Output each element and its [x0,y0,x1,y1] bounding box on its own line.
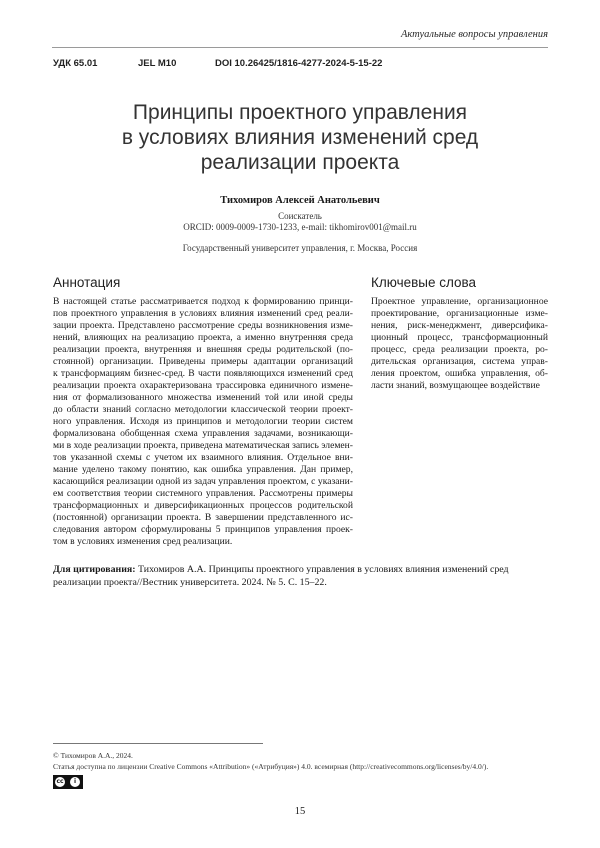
cc-by-icon[interactable] [53,775,83,789]
abstract-line: реализации проекта охарактеризована трассировка единичного измене- [53,380,353,391]
abstract-line: В настоящей статье рассматривается подход к формированию принци- [53,296,353,307]
abstract-line: реализации проекта, внутренняя и внешняя среды родительской (по- [53,344,353,355]
abstract-line: трансформационных и диверсификационных процессов родительской [53,500,353,511]
footnote-rule [53,743,263,744]
doi[interactable]: DOI 10.26425/1816-4277-2024-5-15-22 [215,58,383,69]
author-orcid-email[interactable]: ORCID: 0009-0009-1730-1233, e-mail: tikhomirov001@mail.ru [183,222,417,232]
keywords-line: ления проектом, ошибка управления, об- [371,368,548,379]
keywords-line: Проектное управление, организационное [371,296,548,307]
by-icon: i [70,777,80,787]
license-text[interactable]: Статья доступна по лицензии Creative Commons «Attribution» («Атрибуция») 4.0. всемирная (http://creativecommons.org/licenses/by/4.0/). [53,762,489,771]
keywords-line: ционный процесс, трансформационный [371,332,548,343]
page-number: 15 [294,806,306,817]
abstract-line: (постоянной) организации проекта. В завершении представленного ис- [53,512,353,523]
abstract-line: ния от формализованного множества изменений той или иной среды [53,392,353,403]
abstract-line: формализована обобщенная схема управления задачами, возникающи- [53,428,353,439]
abstract-line: ем соответствия теории системного управления. Рассмотрены примеры [53,488,353,499]
running-header: Актуальные вопросы управления [400,29,548,40]
jel-code: JEL M10 [138,58,177,69]
abstract-line: нений, влияющих на реализацию проекта, а именно внутренняя среда [53,332,353,343]
citation-block [53,563,548,589]
copyright: © Тихомиров А.А., 2024. [53,751,133,760]
article-title-line-2: в условиях влияния изменений сред [121,126,479,149]
author-name: Тихомиров Алексей Анатольевич [220,195,380,206]
abstract-line: ного управления. Исходя из принципов и методологии теории систем [53,416,353,427]
citation-text-2: реализации проекта//Вестник университета. 2024. № 5. С. 15–22. [53,577,327,588]
keywords-line: дительская организация, система управ- [371,356,548,367]
abstract-line: к трансформациям бизнес-сред. В части появляющихся изменений сред [53,368,353,379]
abstract-line: мание уделено такому понятию, как ошибка управления. Дан пример, [53,464,353,475]
keywords-line: нения, риск-менеджмент, диверсифика- [371,320,548,331]
keywords-line: ласти знаний, возмущающее воздействие [371,380,540,391]
abstract-line: пов проектного управления в условиях влияния изменений сред реали- [53,308,353,319]
abstract-line: до области знаний согласно методологии классической теории проект- [53,404,353,415]
keywords-line: процесс, среда реализации проекта, ро- [371,344,548,355]
abstract-line: ми в ходе реализации проекта, приведена математическая запись элемен- [53,440,353,451]
abstract-line: том в условиях изменения сред реализации. [53,536,233,547]
author-role: Соискатель [278,211,322,221]
abstract-line: стоянной) организации. Приведены примеры адаптации организаций [53,356,353,367]
author-affiliation: Государственный университет управления, г. Москва, Россия [182,243,418,253]
abstract-heading: Аннотация [53,275,121,290]
abstract-line: тов указанной схемы с учетом их взаимного влияния. Отдельное вни- [53,452,353,463]
abstract-line: следования автором сформулированы 5 принципов управления проек- [53,524,353,535]
keywords-line: проектирование, организационные изме- [371,308,548,319]
abstract-line: зации проекта. Представлено рассмотрение среды возникновения изме- [53,320,353,331]
citation-label: Для цитирования: [53,564,136,575]
citation-text-1: Тихомиров А.А. Принципы проектного управления в условиях влияния изменений сред [138,564,509,575]
abstract-line: касающийся реализации одной из задач управления проектом, с указани- [53,476,353,487]
udk-code: УДК 65.01 [53,58,98,69]
keywords-heading: Ключевые слова [371,275,477,290]
header-rule [52,47,548,48]
article-title-line-1: Принципы проектного управления [132,101,468,124]
cc-icon: cc [56,778,64,785]
article-title-line-3: реализации проекта [200,151,400,174]
